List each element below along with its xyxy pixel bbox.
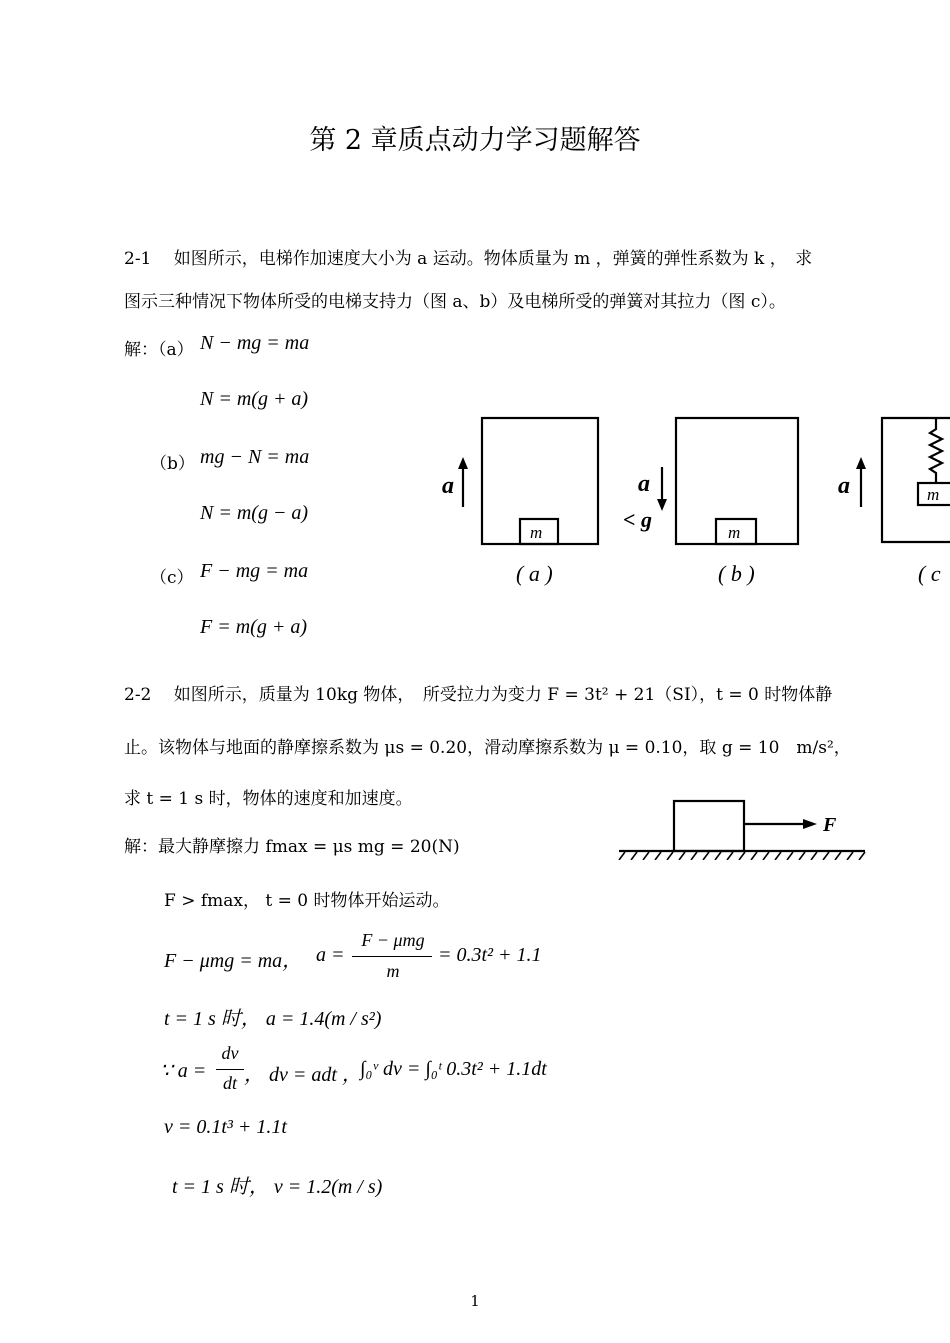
caption-b: ( b ) [718,561,755,586]
label-b: （b） [150,454,195,474]
equation-a2: N = m(g + a) [200,388,309,410]
problem-2-1-line1: 2-1 如图所示，电梯作加速度大小为 a 运动。物体质量为 m ，弹簧的弹性系数为 k ， 求 [124,249,813,269]
equation-b1: mg − N = ma [200,446,310,468]
problem-2-2-line1: 2-2 如图所示，质量为 10kg 物体， 所受拉力为变力 F = 3t² + 21（SI），t = 0 时物体静 [124,685,833,705]
mass-label-a: m [530,523,543,542]
caption-a: ( a ) [516,561,553,586]
problem-2-1-line2: 图示三种情况下物体所受的电梯支持力（图 a、b）及电梯所受的弹簧对其拉力（图 c）。 [124,292,786,312]
caption-c: ( c [918,561,941,586]
solution-2-2-eq5c: ∫₀ᵛ dv = ∫₀ᵗ 0.3t² + 1.1dt [360,1058,547,1080]
solution-2-2-eq5b: ， dv = adt ， [244,1064,362,1086]
solution-2-2-eq4: t = 1 s 时， a = 1.4(m / s²) [164,1008,382,1030]
fraction-bar [352,956,432,957]
block-on-ground-figure [615,795,870,860]
solution-2-2-line1: 解：最大静摩擦力 fmax = μs mg = 20(N) [124,837,460,857]
page-title: 第 2 章质点动力学习题解答 [309,125,641,156]
fraction-denominator: m [386,961,400,981]
dt-denominator: dt [222,1073,237,1093]
accel-label-b: a [638,471,650,497]
accel-label-c: a [838,473,850,499]
solution-2-2-eq3a: F − μmg = ma， [164,950,303,972]
problem-2-2-line2: 止。该物体与地面的静摩擦系数为 μs = 0.20，滑动摩擦系数为 μ = 0.10，取 g = 10 m/s²， [124,738,851,758]
dv-numerator: dv [221,1043,239,1063]
equation-a1: N − mg = ma [200,332,310,354]
mass-label-c: m [927,485,940,504]
block [674,801,744,851]
accel-label-a: a [442,473,454,499]
force-label: F [823,814,837,836]
less-than-g-label: < g [623,507,653,532]
solution-2-2-eq3b: a = [316,944,345,966]
label-c: （c） [150,568,194,588]
page-number: 1 [470,1292,480,1310]
solution-prefix: 解：（a） [124,340,194,360]
equation-b2: N = m(g − a) [200,502,309,524]
solution-2-2-eq3c: = 0.3t² + 1.1 [438,944,542,966]
problem-2-2-line3: 求 t = 1 s 时，物体的速度和加速度。 [124,789,413,809]
solution-2-2-eq6: v = 0.1t³ + 1.1t [164,1116,287,1138]
ground-hatching [619,852,865,860]
elevator-c-box [882,418,950,542]
equation-c2: F = m(g + a) [200,616,307,638]
elevator-figure [430,405,950,595]
spring-icon [930,418,942,483]
solution-2-2-line2: F > fmax， t = 0 时物体开始运动。 [164,891,450,911]
solution-2-2-eq7: t = 1 s 时， v = 1.2(m / s) [172,1176,383,1198]
equation-c1: F − mg = ma [200,560,309,582]
dv-fraction-bar [216,1069,244,1070]
mass-label-b: m [728,523,741,542]
fraction-numerator: F − μmg [361,930,425,950]
solution-2-2-eq5a: ∵ a = [160,1060,207,1082]
